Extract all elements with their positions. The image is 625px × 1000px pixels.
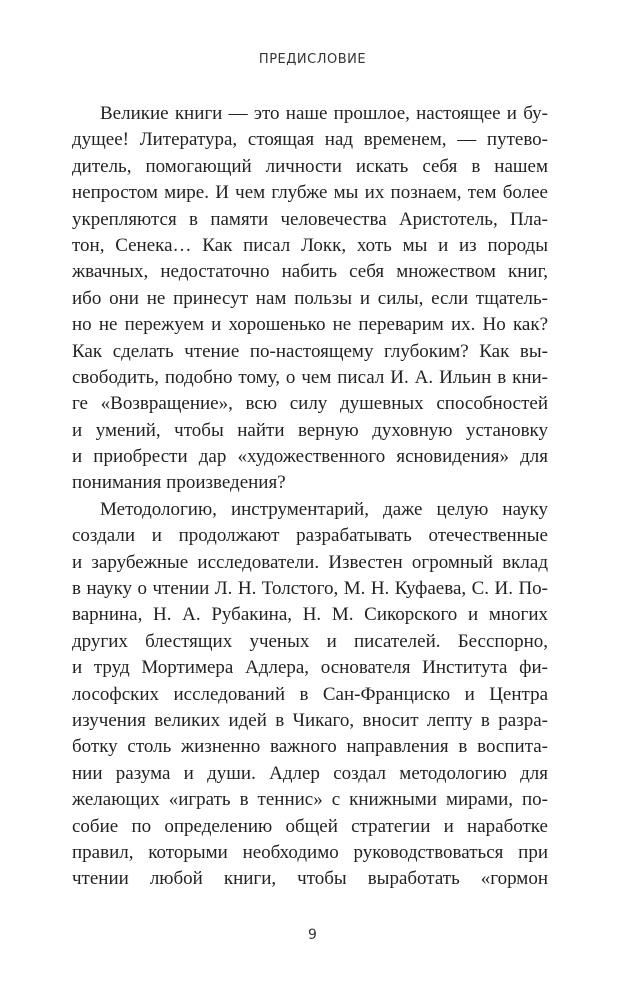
text-line: ибо они не принесут нам пользы и силы, если тщатель- — [72, 287, 548, 309]
text-line: лософских исследований в Сан-Франциско и Центра — [72, 683, 548, 705]
page-number: 9 — [308, 927, 317, 943]
text-line: непростом мире. И чем глубже мы их познаем, тем более — [72, 182, 548, 204]
text-line: укрепляются в памяти человечества Аристотель, Пла- — [72, 208, 548, 230]
text-line: и труд Мортимера Адлера, основателя Института фи- — [72, 657, 548, 679]
text-line: свободить, подобно тому, о чем писал И. А. Ильин в кни- — [72, 366, 548, 388]
text-line: дущее! Литература, стоящая над временем, — путево- — [72, 129, 548, 151]
text-line: желающих «играть в теннис» с книжными мирами, по- — [72, 789, 548, 811]
text-line: жвачных, недостаточно набить себя множеством книг, — [72, 261, 548, 283]
text-line: ге «Возвращение», всю силу душевных способностей — [72, 393, 548, 415]
text-line: Как сделать чтение по-настоящему глубоким? Как вы- — [72, 340, 548, 362]
text-line: ботку столь жизненно важного направления в воспита- — [72, 736, 548, 758]
body-text — [72, 101, 548, 893]
text-line: варнина, Н. А. Рубакина, Н. М. Сикорского и многих — [72, 604, 548, 626]
text-line: понимания произведения? — [72, 472, 286, 494]
text-line: и зарубежные исследователи. Известен огромный вклад — [72, 551, 548, 573]
text-line: и приобрести дар «художественного ясновидения» для — [72, 446, 548, 468]
text-line: собие по определению общей стратегии и наработке — [72, 815, 548, 837]
paragraph — [72, 101, 548, 497]
text-line: Методологию, инструментарий, даже целую науку — [100, 498, 548, 520]
text-line: дитель, помогающий личности искать себя в нашем — [72, 155, 548, 177]
text-line: правил, которыми необходимо руководствоваться при — [72, 841, 548, 863]
running-head: ПРЕДИСЛОВИЕ — [258, 52, 367, 67]
text-line: чтении любой книги, чтобы выработать «гормон — [72, 868, 548, 890]
text-line: других блестящих ученых и писателей. Бесспорно, — [72, 630, 548, 652]
paragraph — [72, 497, 548, 893]
text-line: и умений, чтобы найти верную духовную установку — [72, 419, 548, 441]
text-line: создали и продолжают разрабатывать отечественные — [72, 525, 548, 547]
text-line: в науку о чтении Л. Н. Толстого, М. Н. Куфаева, С. И. По- — [72, 578, 548, 600]
text-line: но не пережуем и хорошенько не переварим их. Но как? — [72, 314, 548, 336]
text-line: нии разума и души. Адлер создал методологию для — [72, 762, 548, 784]
text-line: изучения великих идей в Чикаго, вносит лепту в разра- — [72, 709, 548, 731]
text-line: тон, Сенека… Как писал Локк, хоть мы и из породы — [72, 234, 548, 256]
text-line: Великие книги — это наше прошлое, настоящее и бу- — [100, 103, 548, 124]
